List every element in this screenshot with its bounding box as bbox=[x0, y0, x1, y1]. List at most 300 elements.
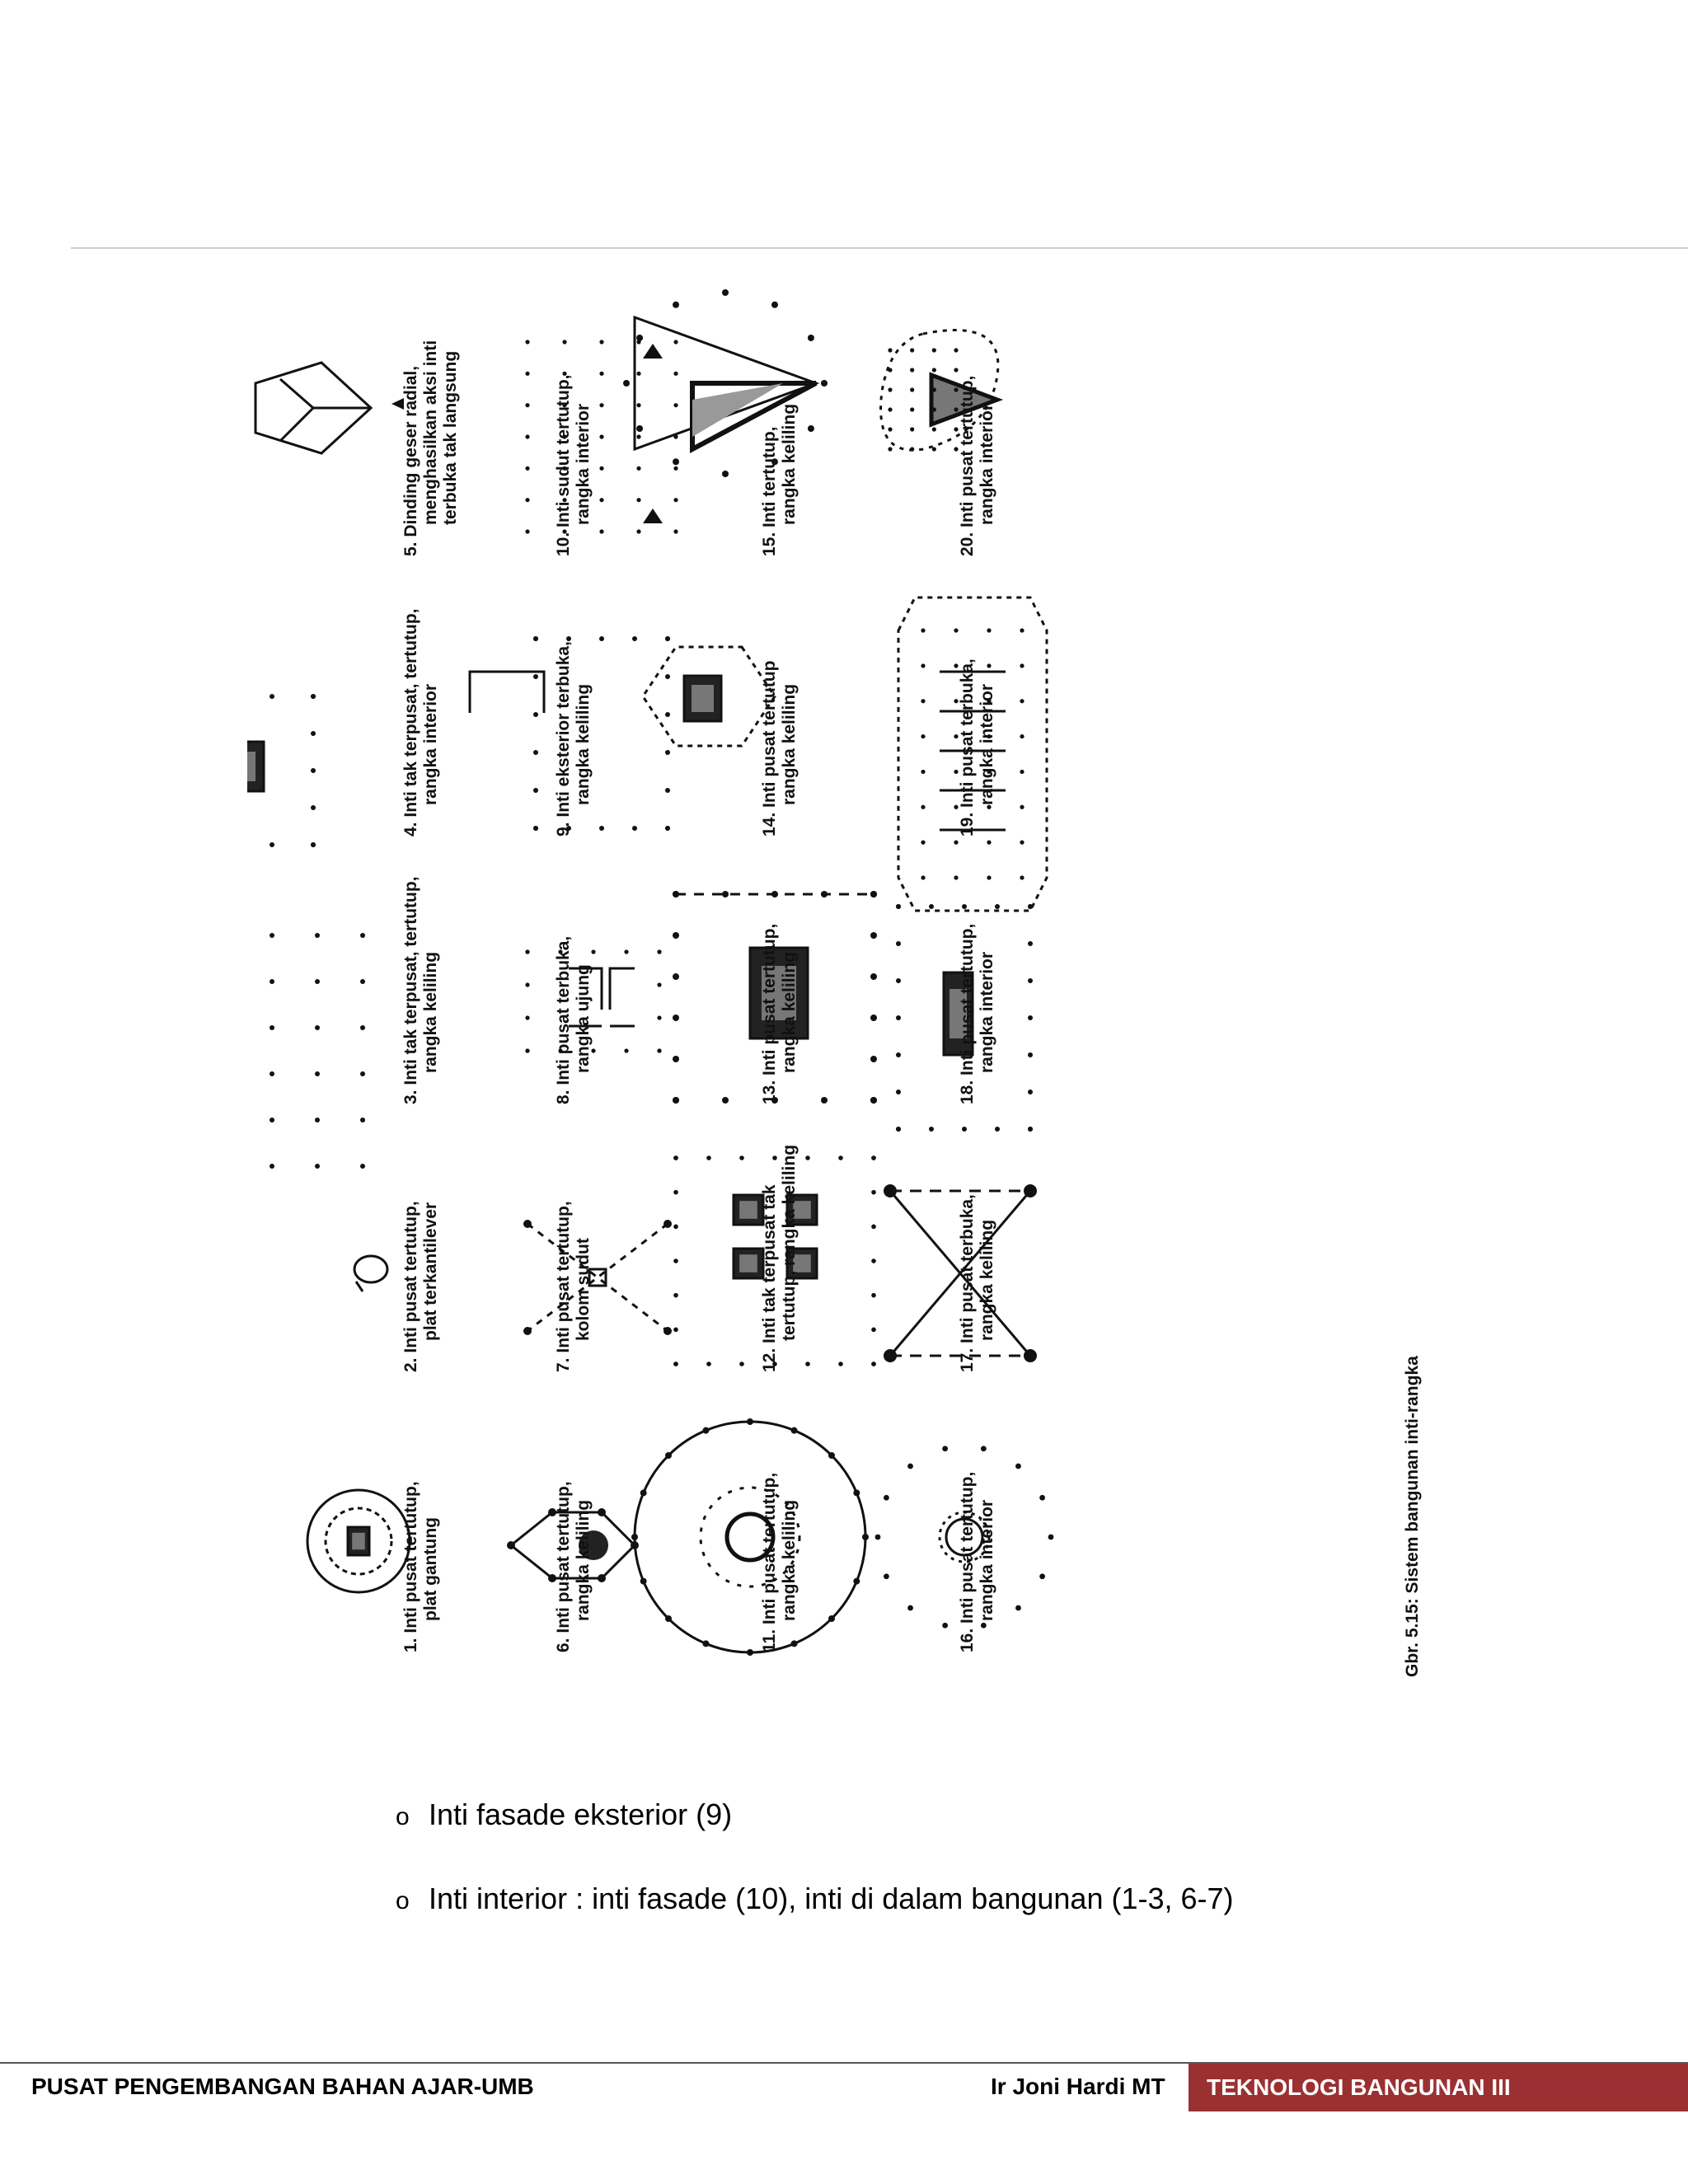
column-dot bbox=[525, 949, 529, 954]
column-dot bbox=[636, 466, 640, 471]
column-dot bbox=[631, 1534, 638, 1540]
column-dot bbox=[673, 302, 679, 308]
column-dot bbox=[896, 904, 901, 909]
column-dot bbox=[884, 1184, 897, 1197]
column-dot bbox=[838, 1155, 843, 1160]
column-dot bbox=[599, 498, 603, 502]
column-dot bbox=[599, 340, 603, 344]
column-dot bbox=[663, 1220, 672, 1228]
column-dot bbox=[525, 340, 529, 344]
column-dot bbox=[673, 372, 678, 376]
column-dot bbox=[636, 434, 640, 438]
column-dot bbox=[673, 498, 678, 502]
column-dot bbox=[828, 1452, 835, 1459]
diagram-label-line: Inti eksterior terbuka, bbox=[554, 641, 573, 818]
corner-core bbox=[643, 509, 663, 523]
column-dot bbox=[525, 403, 529, 407]
column-dot bbox=[987, 875, 991, 879]
column-dot bbox=[981, 1623, 987, 1629]
column-dot bbox=[665, 788, 670, 793]
column-dot bbox=[599, 372, 603, 376]
column-dot bbox=[805, 1361, 810, 1366]
column-dot bbox=[525, 498, 529, 502]
core-frame-systems-figure bbox=[247, 284, 1550, 1735]
diagram-label bbox=[401, 608, 440, 837]
column-dot bbox=[870, 932, 877, 939]
column-dot bbox=[871, 1190, 876, 1195]
diagram-label-line: Inti tertutup, bbox=[760, 426, 779, 527]
column-dot bbox=[533, 636, 538, 641]
column-dot bbox=[1020, 734, 1024, 738]
diagram-3 bbox=[247, 933, 365, 1169]
column-dot bbox=[896, 1127, 901, 1132]
column-dot bbox=[1024, 1184, 1037, 1197]
column-dot bbox=[673, 1190, 678, 1195]
column-dot bbox=[871, 1225, 876, 1230]
column-dot bbox=[525, 434, 529, 438]
column-dot bbox=[270, 694, 274, 699]
column-dot bbox=[673, 458, 679, 465]
column-dot bbox=[954, 841, 958, 845]
diagram-11 bbox=[631, 1418, 869, 1656]
column-dot bbox=[962, 1127, 967, 1132]
diagram-label-number: 3. bbox=[401, 1085, 420, 1104]
column-dot bbox=[640, 1489, 647, 1496]
column-dot bbox=[525, 1048, 529, 1052]
column-dot bbox=[981, 1446, 987, 1451]
diagram-label-line: Inti pusat tertutup, bbox=[958, 1471, 977, 1624]
column-dot bbox=[1028, 941, 1033, 946]
column-dot bbox=[533, 750, 538, 755]
diagram-label-line: rangka ujung bbox=[574, 964, 593, 1073]
column-dot bbox=[270, 1071, 274, 1076]
core-shading bbox=[739, 1254, 757, 1272]
column-dot bbox=[673, 1258, 678, 1263]
column-dot bbox=[896, 1052, 901, 1057]
column-dot bbox=[636, 425, 643, 432]
diagram-label-line: Inti pusat terbuka, bbox=[958, 658, 977, 808]
column-dot bbox=[821, 1097, 828, 1104]
radial-wall bbox=[280, 379, 313, 408]
column-dot bbox=[632, 636, 637, 641]
diagram-label-line: Inti pusat tertutup, bbox=[401, 1481, 420, 1633]
column-dot bbox=[772, 1155, 777, 1160]
diagram-label-line: Inti pusat tertutup, bbox=[401, 1201, 420, 1353]
column-dot bbox=[722, 289, 729, 296]
column-dot bbox=[870, 973, 877, 980]
column-dot bbox=[871, 1361, 876, 1366]
column-dot bbox=[360, 1164, 365, 1169]
column-dot bbox=[673, 1015, 679, 1021]
column-dot bbox=[525, 1015, 529, 1019]
exterior-core bbox=[470, 672, 544, 713]
diagram-label bbox=[554, 1201, 593, 1372]
column-dot bbox=[921, 841, 925, 845]
diagram-label-line: Inti sudut tertutup, bbox=[554, 374, 573, 527]
column-dot bbox=[921, 734, 925, 738]
diagram-label bbox=[760, 1473, 799, 1652]
column-dot bbox=[315, 933, 320, 938]
column-dot bbox=[921, 628, 925, 632]
diagram-label-line: Inti pusat terbuka, bbox=[958, 1194, 977, 1343]
column-dot bbox=[896, 1015, 901, 1020]
column-dot bbox=[1020, 875, 1024, 879]
column-dot bbox=[507, 1541, 515, 1549]
column-dot bbox=[315, 1164, 320, 1169]
diagram-label bbox=[401, 1201, 440, 1372]
column-dot bbox=[599, 466, 603, 471]
column-dot bbox=[665, 1615, 672, 1622]
column-dot bbox=[270, 1025, 274, 1030]
bullet-marker: o bbox=[396, 1803, 410, 1830]
diagram-label-number: 7. bbox=[554, 1352, 573, 1372]
column-dot bbox=[665, 636, 670, 641]
column-dot bbox=[805, 1155, 810, 1160]
column-dot bbox=[636, 403, 640, 407]
diagram-label-line: rangka interior bbox=[978, 403, 996, 525]
column-dot bbox=[665, 674, 670, 679]
column-dot bbox=[360, 1025, 365, 1030]
column-dot bbox=[896, 1090, 901, 1094]
column-dot bbox=[598, 1574, 606, 1582]
diagram-label-line: terbuka tak langsung bbox=[441, 350, 460, 525]
column-dot bbox=[663, 1327, 672, 1335]
column-dot bbox=[907, 1464, 913, 1469]
column-dot bbox=[311, 768, 316, 773]
core-shading bbox=[247, 752, 256, 781]
diagram-label-number: 18. bbox=[958, 1075, 977, 1104]
column-dot bbox=[838, 1361, 843, 1366]
footer-author: Ir Joni Hardi MT bbox=[991, 2074, 1165, 2099]
diagram-label-line: rangka keliling bbox=[574, 683, 593, 805]
column-dot bbox=[932, 447, 936, 451]
diagram-label-number: 2. bbox=[401, 1352, 420, 1372]
column-dot bbox=[624, 949, 628, 954]
column-dot bbox=[954, 368, 958, 372]
diagram-label-line: Inti pusat terbuka, bbox=[554, 935, 573, 1085]
column-dot bbox=[562, 340, 566, 344]
diagram-label-line: rangka keliling bbox=[780, 683, 799, 805]
column-dot bbox=[884, 1349, 897, 1362]
diagram-label-line: menghasilkan aksi inti bbox=[421, 340, 440, 525]
column-dot bbox=[921, 875, 925, 879]
diagram-8 bbox=[525, 949, 661, 1052]
column-dot bbox=[1028, 1127, 1033, 1132]
column-dot bbox=[599, 403, 603, 407]
column-dot bbox=[636, 372, 640, 376]
diagram-label-line: kolom sudut bbox=[574, 1238, 593, 1341]
diagram-14 bbox=[643, 647, 775, 746]
bullet-text: Inti fasade eksterior (9) bbox=[429, 1797, 733, 1831]
column-dot bbox=[673, 1361, 678, 1366]
column-dot bbox=[599, 434, 603, 438]
diagram-label-line: Inti pusat tertutup, bbox=[760, 923, 779, 1076]
column-dot bbox=[888, 387, 892, 391]
diagram-label bbox=[958, 924, 996, 1104]
column-dot bbox=[1020, 770, 1024, 774]
diagram-10 bbox=[525, 340, 678, 533]
column-dot bbox=[706, 1155, 711, 1160]
column-dot bbox=[1048, 1535, 1054, 1540]
header-rule bbox=[71, 247, 1688, 249]
diagram-label-line: rangka keliling bbox=[978, 1219, 996, 1341]
column-dot bbox=[722, 1097, 729, 1104]
diagram-5 bbox=[256, 363, 404, 453]
diagram-label bbox=[554, 375, 593, 557]
column-dot bbox=[888, 427, 892, 431]
column-dot bbox=[888, 368, 892, 372]
column-dot bbox=[702, 1640, 709, 1647]
column-dot bbox=[525, 982, 529, 987]
diagram-label-line: Dinding geser radial, bbox=[401, 365, 420, 537]
column-dot bbox=[599, 636, 604, 641]
column-dot bbox=[791, 1640, 798, 1647]
column-dot bbox=[665, 712, 670, 717]
column-dot bbox=[747, 1649, 753, 1656]
column-dot bbox=[657, 949, 661, 954]
diagram-label-number: 6. bbox=[554, 1633, 573, 1652]
column-dot bbox=[870, 891, 877, 898]
column-dot bbox=[987, 663, 991, 668]
bullet-text: Inti interior : inti fasade (10), inti di dalam bangunan (1-3, 6-7) bbox=[429, 1882, 1234, 1915]
column-dot bbox=[884, 1573, 889, 1579]
footer-institution: PUSAT PENGEMBANGAN BAHAN AJAR-UMB bbox=[31, 2074, 534, 2099]
column-dot bbox=[360, 1071, 365, 1076]
column-dot bbox=[828, 1615, 835, 1622]
bullet-item bbox=[396, 1881, 1234, 1919]
column-dot bbox=[624, 1048, 628, 1052]
column-dot bbox=[525, 466, 529, 471]
column-dot bbox=[673, 529, 678, 533]
column-dot bbox=[591, 949, 595, 954]
diagram-label bbox=[760, 660, 799, 837]
column-dot bbox=[525, 372, 529, 376]
column-dot bbox=[932, 368, 936, 372]
column-dot bbox=[1039, 1495, 1045, 1501]
diagram-label bbox=[554, 641, 593, 837]
column-dot bbox=[932, 387, 936, 391]
column-dot bbox=[921, 805, 925, 809]
column-dot bbox=[995, 1127, 1000, 1132]
diagram-label-line: rangka interior bbox=[574, 403, 593, 525]
diagram-7 bbox=[523, 1220, 672, 1335]
column-dot bbox=[921, 699, 925, 703]
column-dot bbox=[929, 1127, 934, 1132]
figure-canvas bbox=[247, 284, 1550, 1735]
column-dot bbox=[954, 348, 958, 352]
column-dot bbox=[888, 348, 892, 352]
core-shading bbox=[352, 1533, 365, 1549]
column-dot bbox=[636, 335, 643, 341]
diagram-label-number: 4. bbox=[401, 817, 420, 837]
column-dot bbox=[987, 628, 991, 632]
diagram-label-number: 8. bbox=[554, 1085, 573, 1104]
diagram-2 bbox=[354, 1256, 387, 1291]
column-dot bbox=[636, 529, 640, 533]
diagram-label-line: rangka interior bbox=[978, 1499, 996, 1621]
column-dot bbox=[1028, 1015, 1033, 1020]
column-dot bbox=[673, 1097, 679, 1104]
column-dot bbox=[739, 1361, 744, 1366]
column-dot bbox=[862, 1534, 869, 1540]
column-dot bbox=[599, 826, 604, 831]
bullet-item bbox=[396, 1797, 732, 1835]
hex-frame bbox=[511, 1512, 635, 1578]
column-dot bbox=[896, 941, 901, 946]
column-dot bbox=[632, 826, 637, 831]
diagram-label-line: rangka keliling bbox=[780, 1499, 799, 1621]
column-dot bbox=[870, 1056, 877, 1062]
column-dot bbox=[702, 1427, 709, 1434]
column-dot bbox=[657, 1015, 661, 1019]
column-dot bbox=[598, 1508, 606, 1516]
column-dot bbox=[599, 529, 603, 533]
column-dot bbox=[853, 1578, 860, 1585]
column-dot bbox=[910, 368, 914, 372]
diagram-label bbox=[958, 1472, 996, 1652]
column-dot bbox=[270, 1164, 274, 1169]
column-dot bbox=[636, 498, 640, 502]
diagram-label-line: Inti pusat tertutup bbox=[760, 660, 779, 808]
column-dot bbox=[910, 427, 914, 431]
column-dot bbox=[942, 1446, 948, 1451]
diagram-4 bbox=[247, 694, 316, 847]
column-dot bbox=[871, 1328, 876, 1333]
column-dot bbox=[315, 1071, 320, 1076]
column-dot bbox=[665, 1452, 672, 1459]
column-dot bbox=[932, 427, 936, 431]
column-dot bbox=[673, 932, 679, 939]
column-dot bbox=[808, 425, 814, 432]
cantilever-tick bbox=[356, 1282, 363, 1291]
column-dot bbox=[907, 1605, 913, 1611]
column-dot bbox=[673, 403, 678, 407]
column-dot bbox=[747, 1418, 753, 1425]
column-dot bbox=[888, 447, 892, 451]
column-dot bbox=[1020, 805, 1024, 809]
column-dot bbox=[270, 933, 274, 938]
diagram-label-line: tertutup, rangka keliling bbox=[780, 1144, 799, 1341]
corner-core bbox=[643, 344, 663, 359]
footer-course-title: TEKNOLOGI BANGUNAN III bbox=[1189, 2064, 1688, 2111]
diagram-label bbox=[760, 404, 799, 556]
column-dot bbox=[954, 875, 958, 879]
column-dot bbox=[360, 1118, 365, 1122]
column-dot bbox=[657, 982, 661, 987]
column-dot bbox=[954, 628, 958, 632]
column-dot bbox=[566, 636, 571, 641]
diagram-label-line: Inti pusat tertutup, bbox=[554, 1201, 573, 1353]
column-dot bbox=[1020, 841, 1024, 845]
column-dot bbox=[853, 1489, 860, 1496]
diagram-label-number: 15. bbox=[760, 527, 779, 556]
diagram-label-number: 5. bbox=[401, 537, 420, 556]
column-dot bbox=[533, 788, 538, 793]
column-dot bbox=[311, 694, 316, 699]
column-dot bbox=[523, 1327, 532, 1335]
column-dot bbox=[995, 904, 1000, 909]
diagram-label-number: 11. bbox=[760, 1624, 779, 1652]
column-dot bbox=[739, 1155, 744, 1160]
column-dot bbox=[1020, 663, 1024, 668]
column-dot bbox=[1039, 1573, 1045, 1579]
column-dot bbox=[673, 1155, 678, 1160]
diagram-label-number: 1. bbox=[401, 1633, 420, 1652]
diagram-label-number: 12. bbox=[760, 1343, 779, 1372]
column-dot bbox=[910, 407, 914, 411]
column-dot bbox=[623, 380, 630, 387]
column-dot bbox=[673, 466, 678, 471]
column-dot bbox=[665, 750, 670, 755]
diagram-label-line: Inti tak terpusat tak bbox=[760, 1184, 779, 1343]
column-dot bbox=[896, 978, 901, 983]
column-dot bbox=[987, 841, 991, 845]
column-dot bbox=[533, 674, 538, 679]
diagram-label bbox=[554, 936, 593, 1104]
column-dot bbox=[1028, 1090, 1033, 1094]
column-dot bbox=[657, 1048, 661, 1052]
column-dot bbox=[929, 904, 934, 909]
column-dot bbox=[1024, 1349, 1037, 1362]
column-dot bbox=[871, 1258, 876, 1263]
column-dot bbox=[311, 805, 316, 810]
column-dot bbox=[870, 1015, 877, 1021]
column-dot bbox=[884, 1495, 889, 1501]
diagram-label-line: Inti pusat tertutup, bbox=[958, 375, 977, 527]
column-dot bbox=[932, 407, 936, 411]
column-dot bbox=[665, 826, 670, 831]
column-dot bbox=[771, 302, 778, 308]
column-dot bbox=[523, 1220, 532, 1228]
diagram-label-line: rangka interior bbox=[978, 951, 996, 1073]
diagram-label-number: 14. bbox=[760, 807, 779, 837]
bullet-marker: o bbox=[396, 1887, 410, 1915]
column-dot bbox=[533, 712, 538, 717]
diagram-label-number: 19. bbox=[958, 807, 977, 837]
column-dot bbox=[673, 1328, 678, 1333]
diagram-label-line: plat gantung bbox=[421, 1517, 440, 1621]
column-dot bbox=[360, 979, 365, 984]
core-shading bbox=[692, 685, 714, 712]
column-dot bbox=[1015, 1605, 1021, 1611]
diagram-label-line: rangka keliling bbox=[780, 403, 799, 525]
column-dot bbox=[932, 348, 936, 352]
column-dot bbox=[921, 663, 925, 668]
diagram-label-number: 20. bbox=[958, 527, 977, 556]
column-dot bbox=[722, 471, 729, 477]
column-dot bbox=[942, 1623, 948, 1629]
column-dot bbox=[1028, 1052, 1033, 1057]
diagram-label-line: rangka interior bbox=[421, 683, 440, 805]
diagram-label bbox=[958, 1194, 996, 1372]
column-dot bbox=[722, 891, 729, 898]
radial-wall bbox=[280, 408, 313, 441]
diagram-label-number: 9. bbox=[554, 817, 573, 837]
column-dot bbox=[311, 731, 316, 736]
column-dot bbox=[706, 1361, 711, 1366]
column-dot bbox=[270, 979, 274, 984]
column-dot bbox=[910, 447, 914, 451]
diagram-label bbox=[958, 658, 996, 837]
core-shading bbox=[739, 1201, 757, 1219]
diagram-label-line: rangka keliling bbox=[421, 951, 440, 1073]
diagram-label-number: 13. bbox=[760, 1075, 779, 1104]
column-dot bbox=[1020, 699, 1024, 703]
column-dot bbox=[315, 1025, 320, 1030]
column-dot bbox=[875, 1535, 881, 1540]
diagram-label bbox=[554, 1481, 593, 1652]
column-dot bbox=[315, 1118, 320, 1122]
